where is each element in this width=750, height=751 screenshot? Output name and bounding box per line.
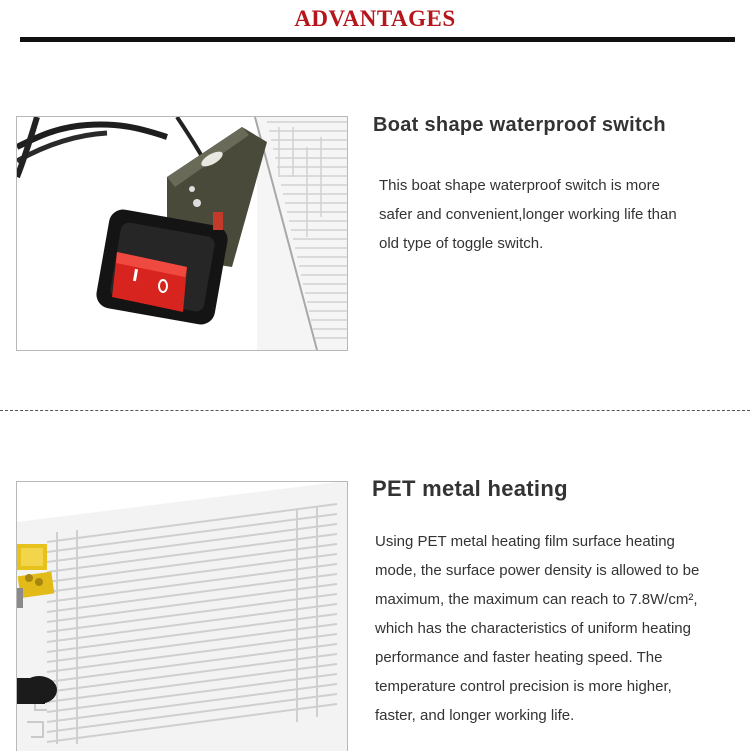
- description-line: which has the characteristics of uniform heating: [375, 620, 691, 637]
- section-title-heating: PET metal heating: [372, 476, 568, 501]
- page-title: ADVANTAGES: [294, 6, 456, 31]
- heating-film-photo: [16, 481, 348, 751]
- description-line: temperature control precision is more higher,: [375, 678, 672, 695]
- description-line: old type of toggle switch.: [379, 235, 544, 252]
- section-description-switch: [379, 171, 677, 258]
- description-line: faster, and longer working life.: [375, 707, 575, 724]
- description-line: maximum, the maximum can reach to 7.8W/cm²,: [375, 591, 698, 608]
- description-line: Using PET metal heating film surface heating: [375, 533, 675, 550]
- description-line: This boat shape waterproof switch is more: [379, 177, 660, 194]
- description-line: mode, the surface power density is allowed to be: [375, 562, 700, 579]
- description-line: safer and convenient,longer working life than: [379, 206, 677, 223]
- description-line: performance and faster heating speed. The: [375, 649, 663, 666]
- section-title-switch: Boat shape waterproof switch: [373, 114, 666, 136]
- header-divider: [20, 37, 735, 42]
- section-description-heating: [375, 527, 699, 730]
- rocker-switch-photo: [16, 116, 348, 351]
- section-divider: [0, 410, 750, 411]
